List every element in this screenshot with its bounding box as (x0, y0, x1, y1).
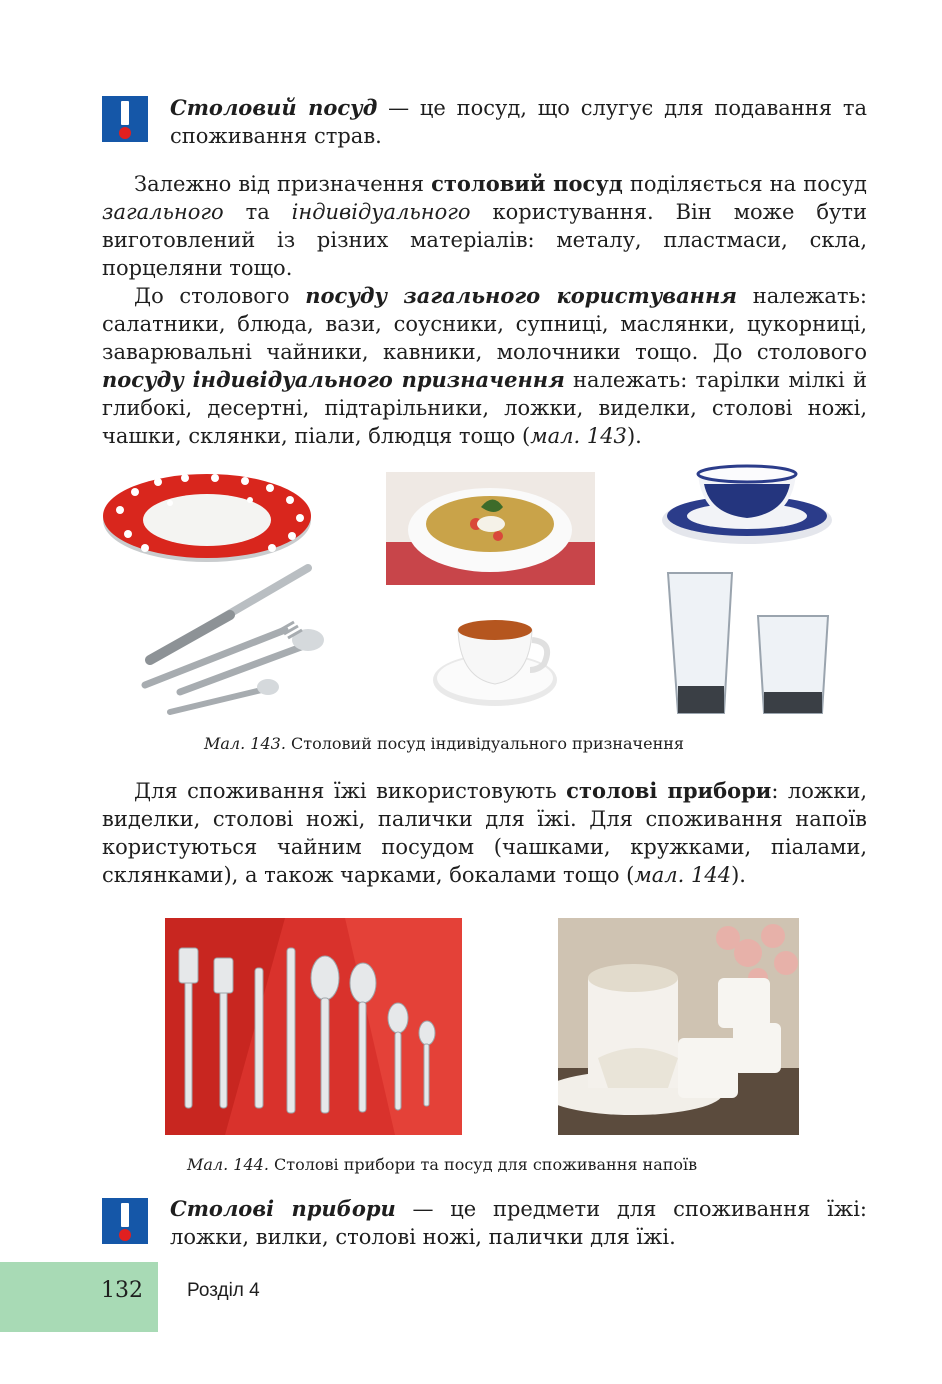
italic-term: індивідуального (291, 200, 471, 224)
text: належать: салатники, блюда, вази, соусники, супниці, маслянки, цукорниці, заварювальні чайники, кавники, молочники тощо. До столового (102, 284, 867, 364)
text: користування. Він може бути виготовлений із різних матеріалів: металу, пластмаси, скла, порцеляни тощо. (102, 200, 867, 280)
page-number: 132 (101, 1278, 143, 1303)
text: ). (731, 863, 746, 887)
cutlery-image (130, 560, 340, 720)
definition-note-tableware (170, 94, 867, 150)
bold-italic-term: посуду індивідуального призначення (102, 367, 565, 392)
paragraph-tableware-kinds (102, 282, 867, 450)
tea-cup-image (430, 600, 560, 712)
figure-ref: мал. 144 (634, 863, 732, 887)
figure-caption-text: Столові прибори та посуд для споживання напоїв (268, 1155, 698, 1174)
figure-143-caption (204, 734, 684, 754)
text: Залежно від призначення (134, 172, 432, 196)
text: : ложки, виделки, столові ножі, палички для їжі. Для споживання напоїв користуються чайним посудом (чашками, кружками, піалами, склянками), а також чарками, бокалами тощо ( (102, 779, 868, 887)
text: належать: тарілки мілкі й глибокі, десертні, підтарільники, ложки, виделки, столові ножі, чашки, склянки, піали, блюдця тощо ( (102, 368, 867, 448)
figure-label: Мал. 144. (187, 1155, 269, 1174)
plate-image (100, 470, 315, 565)
paragraph-cutlery (102, 777, 867, 889)
definition-note-cutlery (170, 1195, 867, 1251)
bold-term: столові прибори (566, 778, 772, 803)
figure-ref: мал. 143 (530, 424, 627, 448)
note-text: — це посуд, що слугує для подавання та споживання страв. (170, 96, 867, 148)
note-term: Столові прибори (170, 1196, 396, 1221)
text: До столового (134, 284, 306, 308)
figure-144-caption (187, 1155, 697, 1175)
bold-term: столовий посуд (431, 171, 623, 196)
cutlery-on-red-cloth-image (165, 918, 462, 1135)
exclamation-icon (102, 96, 148, 142)
drinking-glasses-image (660, 568, 840, 720)
exclamation-icon (102, 1198, 148, 1244)
italic-term: загального (102, 200, 224, 224)
text: поділяється на посуд (622, 172, 867, 196)
section-label: Розділ 4 (187, 1280, 260, 1301)
text: ). (626, 424, 642, 448)
white-dishware-image (558, 918, 799, 1135)
bowl-with-saucer-image (660, 458, 835, 550)
soup-bowl-image (386, 472, 595, 585)
note-text: — це предмети для споживання їжі: ложки, вилки, столові ножі, палички для їжі. (170, 1197, 867, 1249)
figure-caption-text: Столовий посуд індивідуального призначення (285, 734, 685, 753)
note-term: Столовий посуд (170, 95, 378, 120)
text: Для споживання їжі використовують (134, 779, 567, 803)
bold-italic-term: посуду загального користування (305, 283, 738, 308)
paragraph-tableware-types (102, 170, 867, 282)
text: та (223, 200, 292, 224)
figure-label: Мал. 143. (204, 734, 286, 753)
